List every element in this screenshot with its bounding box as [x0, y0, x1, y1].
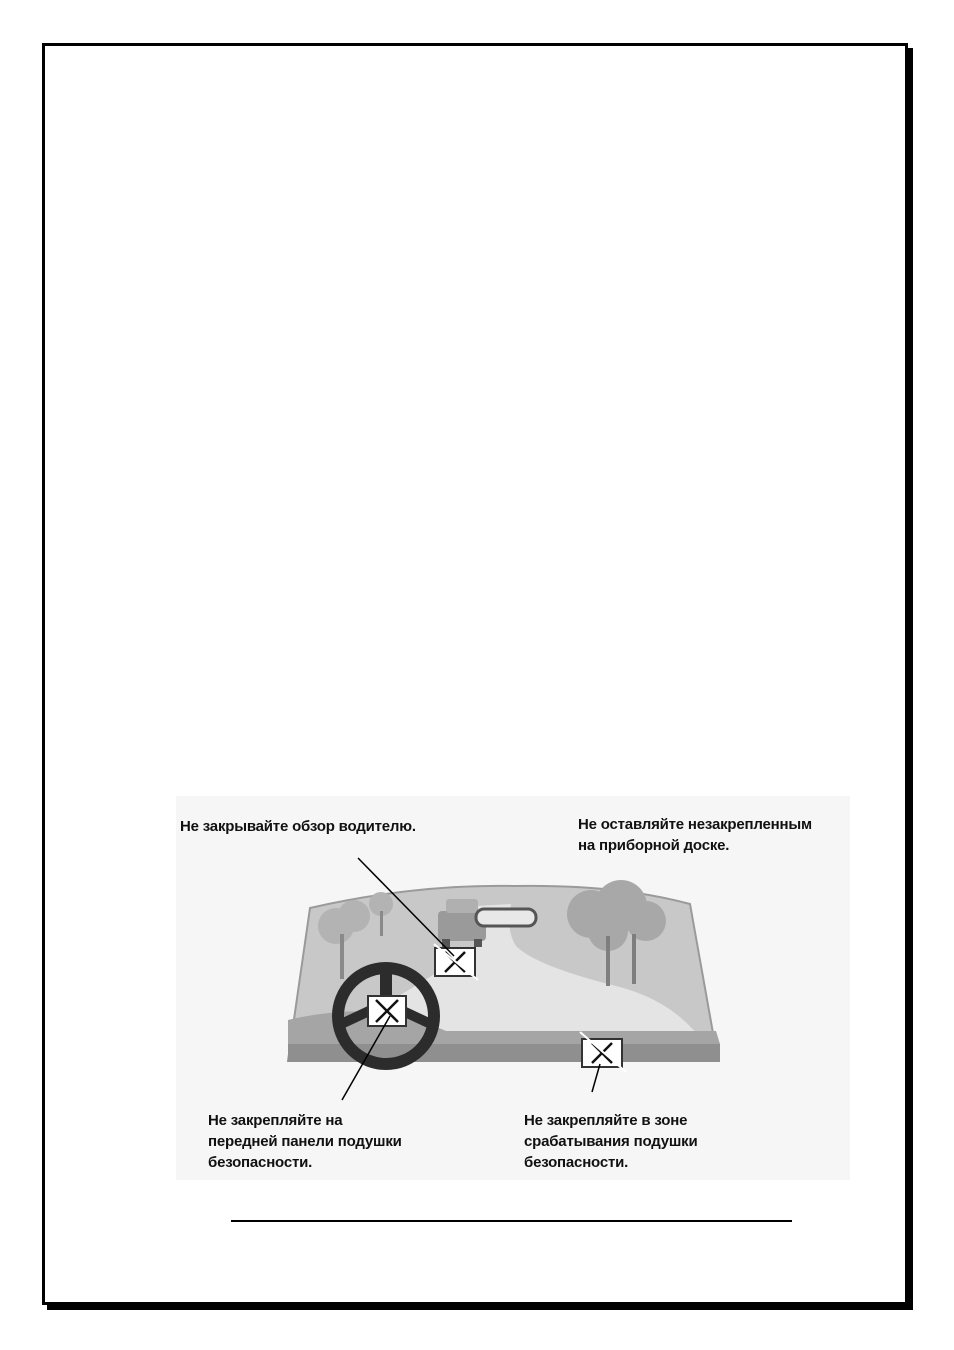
caption-line: безопасности.	[208, 1154, 313, 1171]
caption-line: Не закрепляйте на	[208, 1112, 343, 1129]
caption-top-left	[180, 816, 416, 837]
caption-line: Не закрепляйте в зоне	[524, 1112, 688, 1129]
caption-line: на приборной доске.	[578, 837, 730, 854]
horizontal-rule	[231, 1220, 792, 1222]
caption-line: Не закрывайте обзор водителю.	[180, 818, 416, 835]
prohibited-device-airbag-icon	[580, 1032, 626, 1072]
caption-line: срабатывания подушки	[524, 1133, 698, 1150]
rearview-mirror-icon	[476, 909, 536, 926]
caption-line: передней панели подушки	[208, 1133, 402, 1150]
prohibited-device-windshield-icon	[434, 944, 478, 980]
caption-line: Не оставляйте незакрепленным	[578, 816, 812, 833]
leader-line-bottom-right	[592, 1064, 600, 1092]
caption-line: безопасности.	[524, 1154, 629, 1171]
caption-bottom-left	[208, 1110, 402, 1173]
caption-bottom-right	[524, 1110, 697, 1173]
caption-top-right	[578, 814, 812, 856]
windshield-mounting-figure	[176, 796, 850, 1180]
